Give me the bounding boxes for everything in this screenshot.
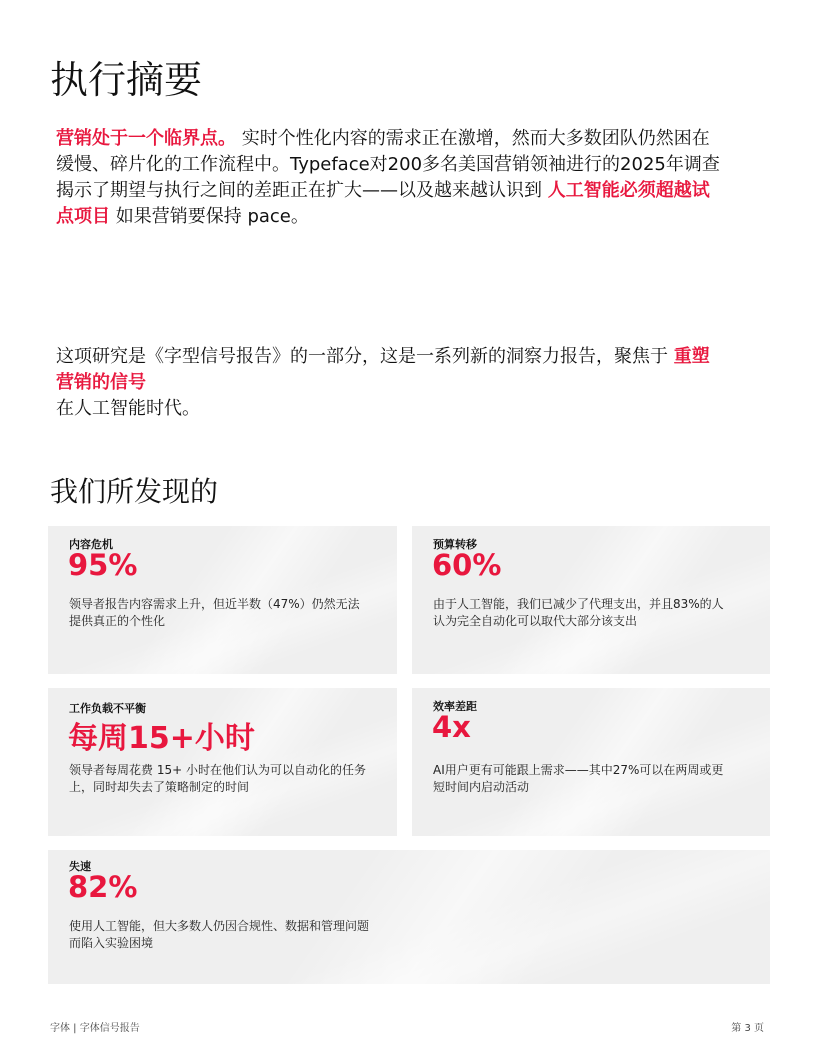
finding-value: 60% xyxy=(432,548,502,582)
finding-card-stalled xyxy=(48,850,770,984)
finding-description: 由于人工智能，我们已减少了代理支出，并且83%的人认为完全自动化可以取代大部分该支出 xyxy=(433,597,724,628)
finding-card-workload-imbalance xyxy=(48,688,397,836)
research-text-2: 在人工智能时代。 xyxy=(56,398,200,419)
intro-highlight-lead: 营销处于一个临界点。 xyxy=(56,128,236,149)
finding-description: 领导者报告内容需求上升，但近半数（47%）仍然无法提供真正的个性化 xyxy=(69,597,360,628)
page-title: 执行摘要 xyxy=(50,58,203,102)
research-text-1: 这项研究是《字型信号报告》的一部分，这是一系列新的洞察力报告，聚焦于 xyxy=(56,346,674,367)
intro-highlight-mid: 人工智能必须超越试点项目 xyxy=(56,180,710,227)
finding-value: 4x xyxy=(432,710,471,744)
finding-label: 预算转移 xyxy=(433,538,477,551)
findings-title: 我们所发现的 xyxy=(50,475,219,508)
finding-value: 82% xyxy=(68,870,138,904)
finding-card-efficiency-gap xyxy=(412,688,770,836)
research-highlight: 重塑营销的信号 xyxy=(56,346,710,393)
finding-label: 工作负载不平衡 xyxy=(69,702,146,715)
finding-value: 95% xyxy=(68,548,138,582)
research-paragraph xyxy=(56,344,726,422)
footer-report-name: 字体 | 字体信号报告 xyxy=(50,1023,140,1034)
intro-text-2: 如果营销要保持 pace。 xyxy=(110,206,309,227)
finding-description: 使用人工智能，但大多数人仍因合规性、数据和管理问题而陷入实验困境 xyxy=(69,919,370,950)
finding-label: 内容危机 xyxy=(69,538,113,551)
finding-card-content-crisis xyxy=(48,526,397,674)
finding-value: 每周15+小时 xyxy=(68,721,255,756)
finding-label: 效率差距 xyxy=(433,700,477,713)
finding-description: AI用户更有可能跟上需求——其中27%可以在两周或更短时间内启动活动 xyxy=(433,763,724,794)
intro-paragraph xyxy=(56,126,726,230)
finding-description: 领导者每周花费 15+ 小时在他们认为可以自动化的任务上，同时却失去了策略制定的时间 xyxy=(69,763,366,794)
intro-text-1: 实时个性化内容的需求正在激增，然而大多数团队仍然困在缓慢、碎片化的工作流程中。Typeface对200多名美国营销领袖进行的2025年调查揭示了期望与执行之间的差距正在扩大——以及越来越认识到 xyxy=(56,128,720,201)
finding-card-budget-shift xyxy=(412,526,770,674)
finding-label: 失速 xyxy=(69,860,91,873)
footer-page-number: 第 3 页 xyxy=(731,1023,764,1034)
